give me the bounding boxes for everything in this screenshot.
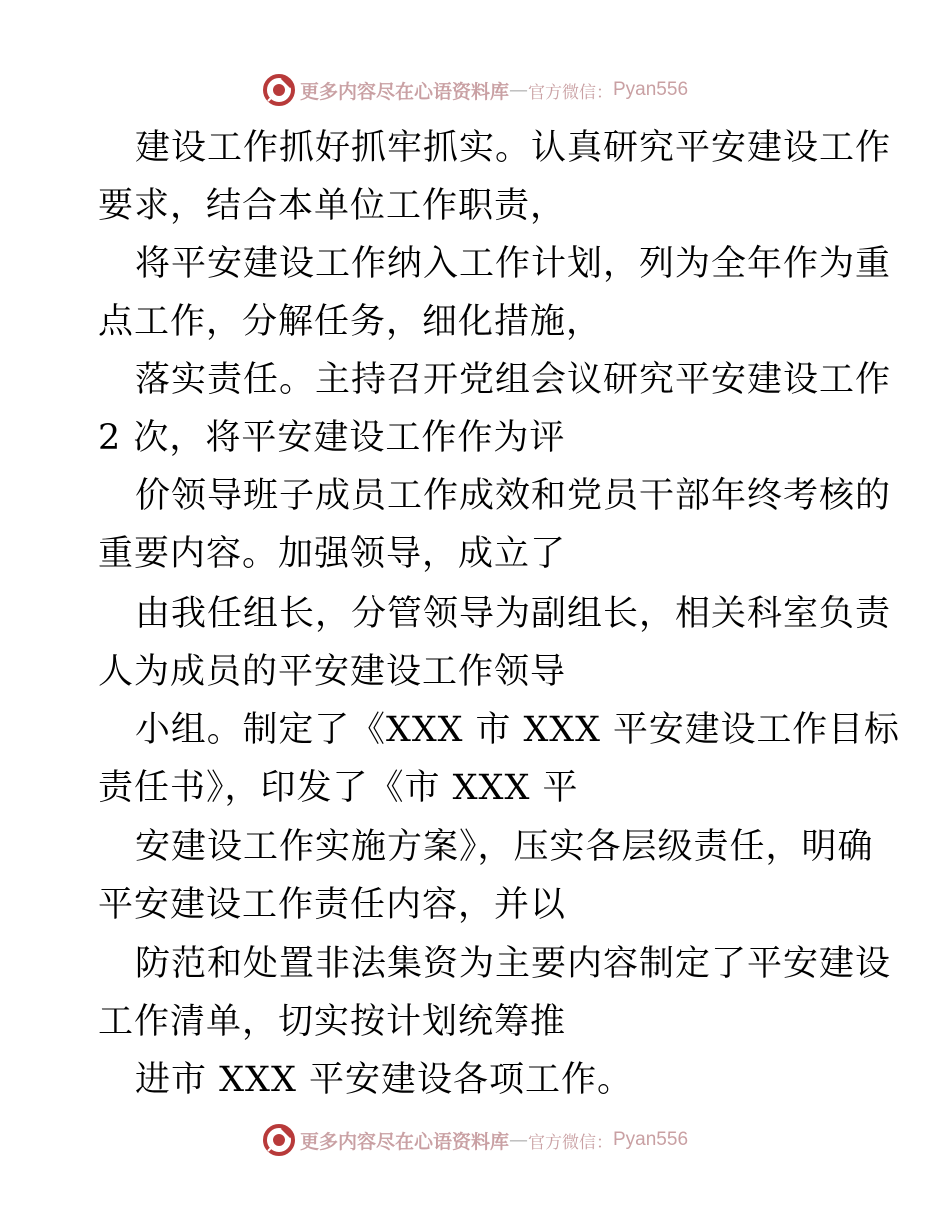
body-line: 建设工作抓好抓牢抓实。认真研究平安建设工作 — [135, 128, 892, 168]
body-line: 工作清单，切实按计划统筹推 — [98, 1002, 567, 1042]
watermark-wechat-id: Pyan556 — [613, 1129, 689, 1150]
body-line: 责任书》，印发了《市 XXX 平 — [98, 768, 579, 808]
body-line: 小组。制定了《XXX 市 XXX 平安建设工作目标 — [135, 710, 900, 750]
watermark-dash: — — [509, 79, 528, 101]
watermark-dash: — — [509, 1129, 528, 1151]
body-line: 价领导班子成员工作成效和党员干部年终考核的 — [135, 476, 892, 516]
footer-watermark — [0, 1120, 950, 1160]
watermark-wechat-id: Pyan556 — [613, 79, 689, 100]
watermark-brand-text: 更多内容尽在心语资料库 — [299, 80, 509, 103]
body-line: 由我任组长，分管领导为副组长，相关科室负责 — [135, 594, 892, 634]
body-line: 防范和处置非法集资为主要内容制定了平安建设 — [135, 944, 892, 984]
body-line: 点工作，分解任务，细化措施， — [98, 302, 603, 342]
watermark-brand-text: 更多内容尽在心语资料库 — [299, 1130, 509, 1153]
red-circle-pen-logo-icon — [262, 1123, 296, 1157]
body-line: 安建设工作实施方案》，压实各层级责任，明确 — [135, 827, 874, 867]
watermark-official-label: 官方微信： — [528, 82, 613, 103]
body-line: 重要内容。加强领导，成立了 — [98, 534, 567, 574]
body-line: 2 次，将平安建设工作作为评 — [98, 418, 566, 458]
body-line: 人为成员的平安建设工作领导 — [98, 652, 567, 692]
body-line: 落实责任。主持召开党组会议研究平安建设工作 — [135, 360, 892, 400]
body-line: 要求，结合本单位工作职责， — [98, 186, 567, 226]
body-line: 进市 XXX 平安建设各项工作。 — [135, 1060, 634, 1100]
watermark-official-label: 官方微信： — [528, 1132, 613, 1153]
body-line: 平安建设工作责任内容，并以 — [98, 885, 567, 925]
body-line: 将平安建设工作纳入工作计划，列为全年作为重 — [135, 244, 892, 284]
